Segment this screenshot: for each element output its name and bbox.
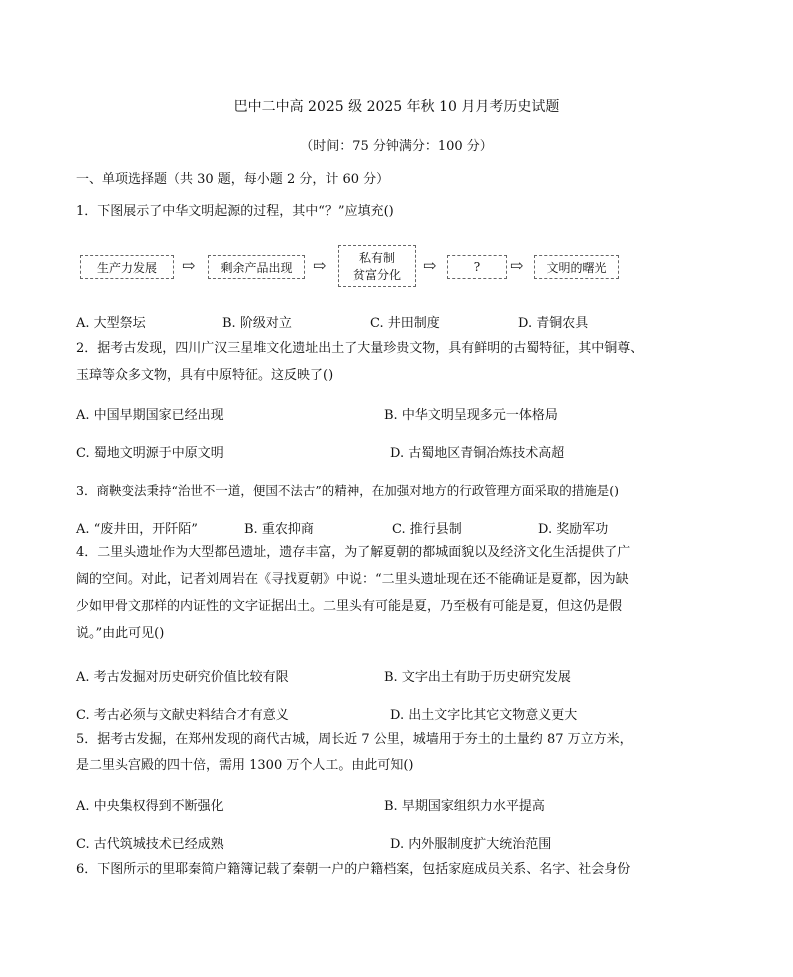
q1-option-a[interactable]: A. 大型祭坛 <box>76 316 146 331</box>
q2-option-d[interactable]: D. 古蜀地区青铜冶炼技术高超 <box>390 446 565 461</box>
q4-option-a[interactable]: A. 考古发掘对历史研究价值比较有限 <box>76 670 289 685</box>
flow-arrow-icon: ⇨ <box>510 256 524 275</box>
q2-option-b[interactable]: B. 中华文明呈现多元一体格局 <box>384 408 558 423</box>
q1-flow-diagram <box>80 245 640 285</box>
q3-option-c[interactable]: C. 推行县制 <box>392 522 462 537</box>
question-5-stem-line-2: 是二里头宫殿的四十倍，需用 1300 万个人工。由此可知() <box>76 758 414 773</box>
question-2-stem-line-1: 2．据考古发现，四川广汉三星堆文化遗址出土了大量珍贵文物，具有鲜明的古蜀特征，其中铜尊、 <box>76 341 644 356</box>
flow-box-surplus: 剩余产品出现 <box>208 255 305 279</box>
question-1-stem: 1．下图展示了中华文明起源的过程，其中“？”应填充() <box>76 204 394 219</box>
q3-option-d[interactable]: D. 奖励军功 <box>538 522 609 537</box>
exam-subtitle: （时间：75 分钟满分：100 分） <box>300 139 493 154</box>
question-5-stem-line-1: 5．据考古发掘，在郑州发现的商代古城，周长近 7 公里，城墙用于夯土的土量约 87 万立方米， <box>76 732 633 747</box>
q4-option-c[interactable]: C. 考古必须与文献史料结合才有意义 <box>76 708 289 723</box>
q3-option-a[interactable]: A. “废井田，开阡陌” <box>76 522 198 537</box>
q2-option-a[interactable]: A. 中国早期国家已经出现 <box>76 408 224 423</box>
section-heading: 一、单项选择题（共 30 题，每小题 2 分，计 60 分） <box>76 172 390 187</box>
q4-option-d[interactable]: D. 出土文字比其它文物意义更大 <box>390 708 578 723</box>
question-4-stem-line-1: 4．二里头遗址作为大型都邑遗址，遗存丰富，为了解夏朝的都城面貌以及经济文化生活提供了广 <box>76 545 631 560</box>
flow-box-private-ownership <box>338 245 416 287</box>
q2-option-c[interactable]: C. 蜀地文明源于中原文明 <box>76 446 224 461</box>
q1-option-c[interactable]: C. 井田制度 <box>370 316 440 331</box>
flow-box-productivity: 生产力发展 <box>80 255 174 279</box>
q4-option-b[interactable]: B. 文字出土有助于历史研究发展 <box>384 670 571 685</box>
q5-option-d[interactable]: D. 内外服制度扩大统治范围 <box>390 837 552 852</box>
flow-box-line-1: 私有制 <box>358 251 395 265</box>
question-4-stem-line-4: 说。”由此可见() <box>76 626 165 641</box>
q5-option-a[interactable]: A. 中央集权得到不断强化 <box>76 799 224 814</box>
flow-box-civilization: 文明的曙光 <box>534 255 619 279</box>
page-title: 巴中二中高 2025 级 2025 年秋 10 月月考历史试题 <box>233 99 560 115</box>
question-6-stem: 6．下图所示的里耶秦简户籍簿记载了秦朝一户的户籍档案，包括家庭成员关系、名字、社会身份 <box>76 862 631 877</box>
flow-arrow-icon: ⇨ <box>313 256 327 275</box>
q1-option-d[interactable]: D. 青铜农具 <box>518 316 589 331</box>
q5-option-b[interactable]: B. 早期国家组织力水平提高 <box>384 799 545 814</box>
flow-arrow-icon: ⇨ <box>182 256 196 275</box>
q5-option-c[interactable]: C. 古代筑城技术已经成熟 <box>76 837 224 852</box>
flow-box-line-2: 贫富分化 <box>352 268 401 282</box>
question-2-stem-line-2: 玉璋等众多文物，具有中原特征。这反映了() <box>76 368 334 383</box>
flow-box-unknown: ? <box>447 255 507 279</box>
q1-option-b[interactable]: B. 阶级对立 <box>222 316 292 331</box>
q3-option-b[interactable]: B. 重农抑商 <box>244 522 314 537</box>
flow-arrow-icon: ⇨ <box>423 256 437 275</box>
question-4-stem-line-3: 少如甲骨文那样的内证性的文字证据出土。二里头有可能是夏，乃至极有可能是夏，但这仍是假 <box>76 599 623 614</box>
question-4-stem-line-2: 阔的空间。对此，记者刘周岩在《寻找夏朝》中说：“二里头遗址现在还不能确证是夏都，因为缺 <box>76 572 629 587</box>
question-3-stem: 3．商鞅变法秉持“治世不一道，便国不法古”的精神，在加强对地方的行政管理方面采取的措施是() <box>76 483 619 498</box>
